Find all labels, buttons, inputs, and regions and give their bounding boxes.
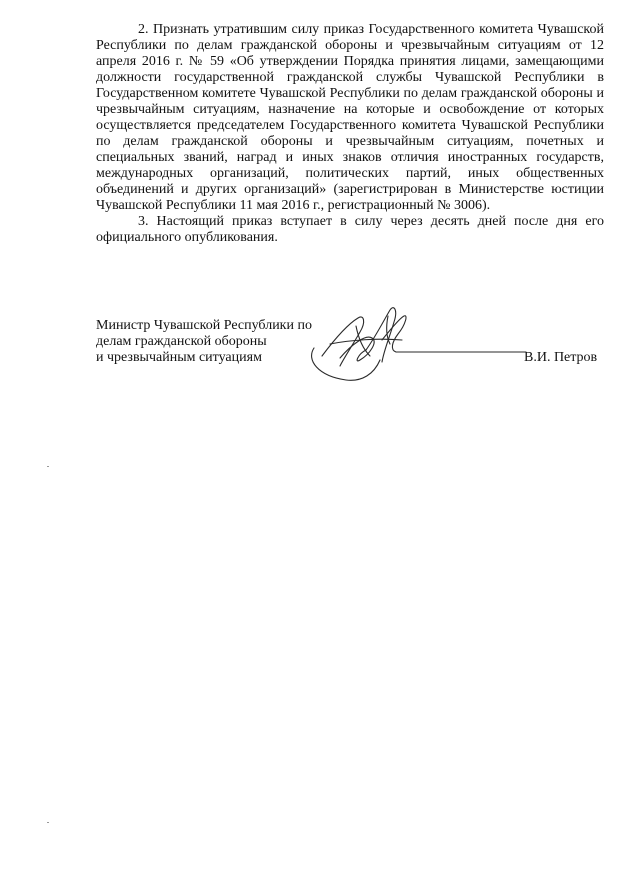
- signatory-name: В.И. Петров: [524, 350, 598, 365]
- signatory-position-line-1: Министр Чувашской Республики по: [96, 318, 312, 333]
- signatory-position: [96, 318, 312, 366]
- signatory-position-line-2: делам гражданской обороны: [96, 334, 267, 349]
- margin-mark: [47, 466, 49, 467]
- margin-mark: [47, 822, 49, 823]
- paragraph-3: 3. Настоящий приказ вступает в силу через десять дней после дня его официального опубликования.: [96, 214, 604, 245]
- paragraph-2: 2. Признать утратившим силу приказ Государственного комитета Чувашской Республики по делам гражданской обороны и чрезвычайным ситуациям от 12 апреля 2016 г. № 59 «Об утверждении Порядка принятия лицами, замещающими должности государственной гражданской службы Чувашской Республики в Государственном комитете Чувашской Республики по делам гражданской обороны и чрезвычайным ситуациям, назначение на которые и освобождение от которых осуществляется председателем Государственного комитета Чувашской Республики по делам гражданской обороны и чрезвычайным ситуациям, почетных и специальных званий, наград и иных знаков отличия иностранных государств, международных организаций, политических партий, иных общественных объединений и других организаций» (зарегистрирован в Министерстве юстиции Чувашской Республики 11 мая 2016 г., регистрационный № 3006).: [96, 22, 604, 213]
- handwritten-signature: [300, 296, 530, 388]
- signatory-position-line-3: и чрезвычайным ситуациям: [96, 350, 262, 365]
- document-body: [96, 22, 604, 246]
